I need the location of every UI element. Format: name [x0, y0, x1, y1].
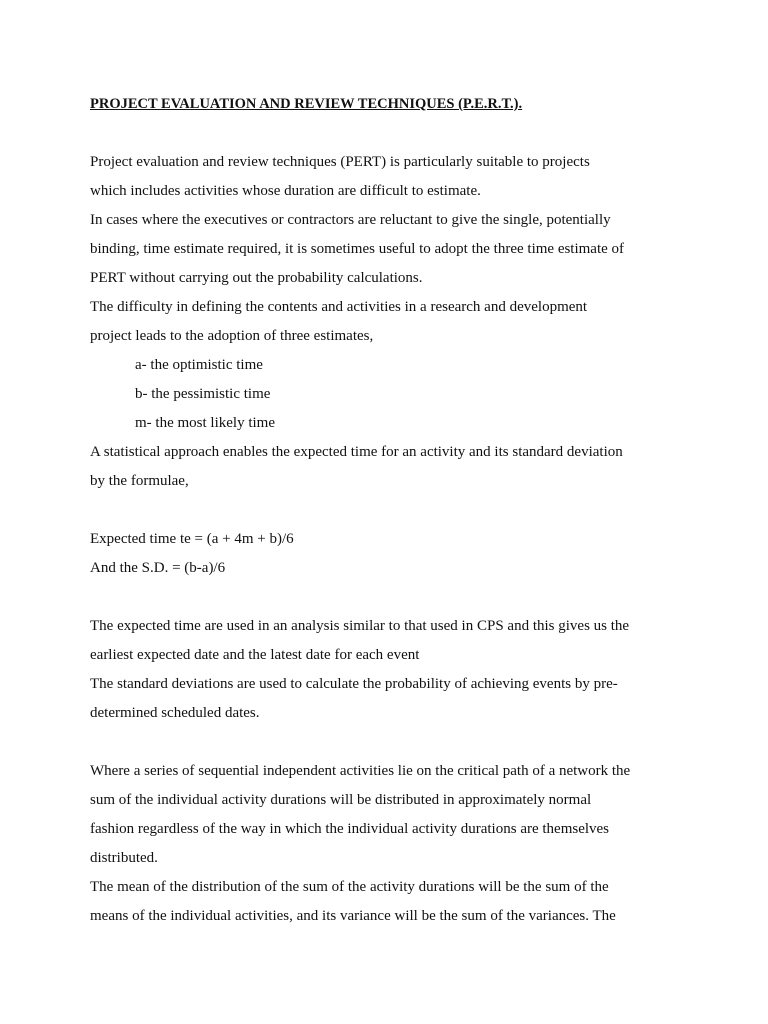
paragraph-line: project leads to the adoption of three estimates, — [90, 328, 374, 344]
paragraph-line: In cases where the executives or contractors are reluctant to give the single, potentially — [90, 212, 611, 228]
list-item: a- the optimistic time — [135, 357, 263, 373]
paragraph-line: The expected time are used in an analysis similar to that used in CPS and this gives us the — [90, 618, 630, 634]
paragraph-line: which includes activities whose duration are difficult to estimate. — [90, 183, 481, 199]
document-title: PROJECT EVALUATION AND REVIEW TECHNIQUES (P.E.R.T.). — [90, 96, 523, 112]
paragraph-line: earliest expected date and the latest date for each event — [90, 647, 420, 663]
paragraph-line: fashion regardless of the way in which the individual activity durations are themselves — [90, 821, 610, 837]
paragraph-line: The mean of the distribution of the sum of the activity durations will be the sum of the — [90, 879, 609, 895]
paragraph-line: The difficulty in defining the contents and activities in a research and development — [90, 299, 588, 315]
list-item: m- the most likely time — [135, 415, 275, 431]
formula-line: Expected time te = (a + 4m + b)/6 — [90, 531, 294, 547]
paragraph-line: Where a series of sequential independent activities lie on the critical path of a network the — [90, 763, 631, 779]
paragraph-line: distributed. — [90, 850, 158, 866]
paragraph-line: PERT without carrying out the probability calculations. — [90, 270, 423, 286]
paragraph-line: A statistical approach enables the expected time for an activity and its standard deviation — [90, 444, 623, 460]
paragraph-line: Project evaluation and review techniques (PERT) is particularly suitable to projects — [90, 154, 590, 170]
paragraph-line: The standard deviations are used to calculate the probability of achieving events by pre- — [90, 676, 618, 692]
formula-line: And the S.D. = (b-a)/6 — [90, 560, 226, 576]
list-item: b- the pessimistic time — [135, 386, 271, 402]
paragraph-line: binding, time estimate required, it is sometimes useful to adopt the three time estimate of — [90, 241, 625, 257]
paragraph-line: means of the individual activities, and its variance will be the sum of the variances. The — [90, 908, 616, 924]
paragraph-line: sum of the individual activity durations will be distributed in approximately normal — [90, 792, 592, 808]
paragraph-line: determined scheduled dates. — [90, 705, 260, 721]
paragraph-line: by the formulae, — [90, 473, 189, 489]
